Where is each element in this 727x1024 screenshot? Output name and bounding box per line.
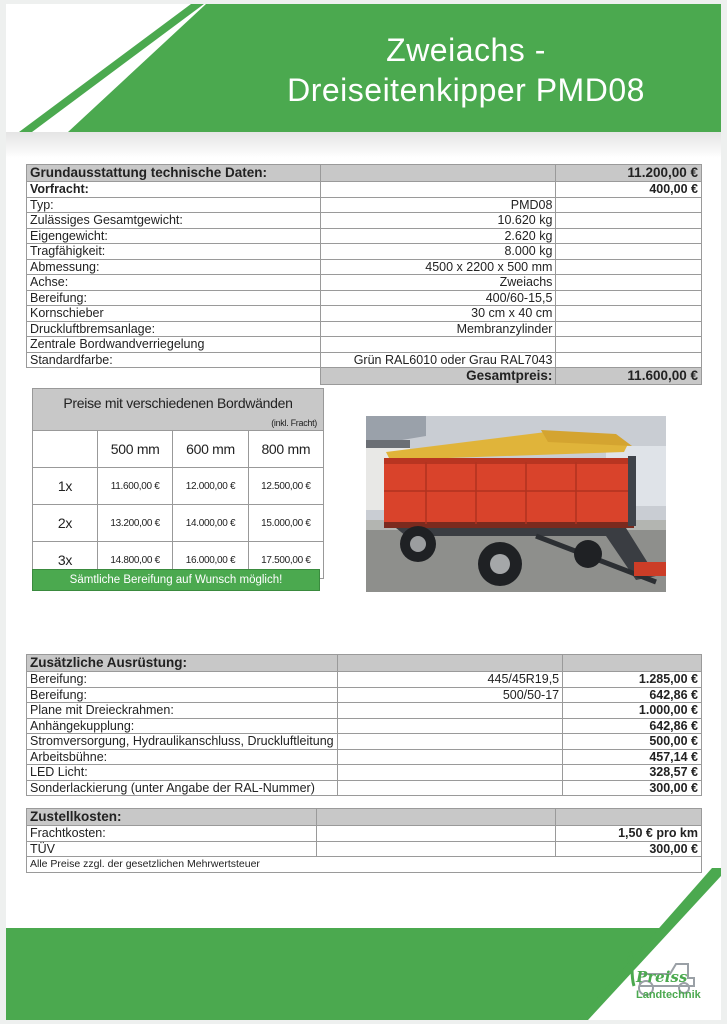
table-row [27,734,702,750]
price-cell: 17.500,00 € [248,542,323,579]
spec-value: PMD08 [320,197,556,213]
spec-table [26,164,702,385]
title-line-2: Dreiseitenkipper PMD08 [287,72,645,108]
preiss-landtechnik-logo [618,944,714,1010]
page-title [216,30,716,110]
spec-value: Zweiachs [320,275,556,291]
price-matrix-column-row [33,431,324,468]
table-row [27,826,702,842]
shipping-table [26,808,702,873]
logo-subtitle: Landtechnik [636,989,701,1001]
price-cell: 15.000,00 € [248,505,323,542]
base-price: 11.200,00 € [556,165,702,182]
spec-label: Abmessung: [27,259,321,275]
extra-label: Bereifung: [27,687,338,703]
spec-heading-row [27,165,702,182]
total-price: 11.600,00 € [556,368,702,385]
table-row [27,780,702,796]
total-row [27,368,702,385]
price-cell: 13.200,00 € [98,505,173,542]
spec-value: Grün RAL6010 oder Grau RAL7043 [320,352,556,368]
shipping-heading-row [27,809,702,826]
extra-detail [337,703,563,719]
table-row [27,352,702,368]
total-label: Gesamtpreis: [320,368,556,385]
spec-value: 10.620 kg [320,213,556,229]
shipping-label: Frachtkosten: [27,826,317,842]
table-row [27,337,702,353]
row-header: 2x [33,505,98,542]
table-row [27,765,702,781]
extra-price: 642,86 € [563,718,702,734]
price-matrix-header [33,389,324,431]
spec-value: Membranzylinder [320,321,556,337]
table-row [27,290,702,306]
table-row [27,703,702,719]
table-row [27,228,702,244]
extra-price: 642,86 € [563,687,702,703]
price-matrix [32,388,324,579]
row-header: 3x [33,542,98,579]
price-cell: 12.500,00 € [248,468,323,505]
spec-label: Druckluftbremsanlage: [27,321,321,337]
freight-label: Vorfracht: [27,182,321,198]
table-row [27,259,702,275]
spec-label: Kornschieber [27,306,321,322]
table-row [27,321,702,337]
extra-detail [337,734,563,750]
extra-price: 457,14 € [563,749,702,765]
extra-detail [337,749,563,765]
column-header: 500 mm [98,431,173,468]
shipping-price: 300,00 € [556,841,702,857]
table-row [27,718,702,734]
table-row [27,841,702,857]
spec-label: Eigengewicht: [27,228,321,244]
price-matrix-note: (inkl. Fracht) [271,418,317,428]
extra-label: Plane mit Dreieckrahmen: [27,703,338,719]
extra-detail [337,765,563,781]
shipping-price: 1,50 € pro km [556,826,702,842]
spec-label: Zulässiges Gesamtgewicht: [27,213,321,229]
spec-label: Tragfähigkeit: [27,244,321,260]
extra-label: Bereifung: [27,672,338,688]
extras-table [26,654,702,796]
price-matrix-title: Preise mit verschiedenen Bordwänden [63,395,293,411]
extra-label: Anhängekupplung: [27,718,338,734]
extra-label: Sonderlackierung (unter Angabe der RAL-Nummer) [27,780,338,796]
extra-label: Arbeitsbühne: [27,749,338,765]
spec-label: Standardfarbe: [27,352,321,368]
extra-price: 328,57 € [563,765,702,781]
extra-price: 1.000,00 € [563,703,702,719]
table-row [27,749,702,765]
spec-heading: Grundausstattung technische Daten: [27,165,321,182]
extra-label: Stromversorgung, Hydraulikanschluss, Druckluftleitung [27,734,338,750]
extra-detail: 445/45R19,5 [337,672,563,688]
spec-value: 30 cm x 40 cm [320,306,556,322]
spec-label: Typ: [27,197,321,213]
shipping-heading: Zustellkosten: [27,809,317,826]
header-shadow [6,132,721,158]
table-row [33,505,324,542]
table-row [27,306,702,322]
spec-value: 400/60-15,5 [320,290,556,306]
footer-accent-line [6,868,721,1020]
extra-detail [337,780,563,796]
extra-detail [337,718,563,734]
price-cell: 14.000,00 € [173,505,248,542]
extras-heading-row [27,655,702,672]
freight-row [27,182,702,198]
row-header: 1x [33,468,98,505]
spec-label: Bereifung: [27,290,321,306]
shipping-label: TÜV [27,841,317,857]
title-line-1: Zweiachs - [386,32,546,68]
table-row [33,468,324,505]
trailer-photo [366,416,666,592]
tyre-note-banner: Sämtliche Bereifung auf Wunsch möglich! [32,569,320,591]
spec-label: Achse: [27,275,321,291]
extra-detail: 500/50-17 [337,687,563,703]
price-cell: 12.000,00 € [173,468,248,505]
extra-label: LED Licht: [27,765,338,781]
price-cell: 11.600,00 € [98,468,173,505]
price-cell: 14.800,00 € [98,542,173,579]
spec-value: 8.000 kg [320,244,556,260]
column-header: 600 mm [173,431,248,468]
table-row [27,275,702,291]
spec-value: 4500 x 2200 x 500 mm [320,259,556,275]
table-row [27,244,702,260]
price-cell: 16.000,00 € [173,542,248,579]
logo-name: Preiss [636,968,688,986]
spec-value: 2.620 kg [320,228,556,244]
extra-price: 300,00 € [563,780,702,796]
table-row [27,672,702,688]
extras-heading: Zusätzliche Ausrüstung: [27,655,338,672]
extra-price: 500,00 € [563,734,702,750]
freight-price: 400,00 € [556,182,702,198]
table-row [27,687,702,703]
extra-price: 1.285,00 € [563,672,702,688]
spec-value [320,337,556,353]
price-sheet-page [6,4,721,1020]
vat-footnote: Alle Preise zzgl. der gesetzlichen Mehrwertsteuer [27,857,702,873]
table-row [27,197,702,213]
column-header: 800 mm [248,431,323,468]
table-row [27,213,702,229]
spec-label: Zentrale Bordwandverriegelung [27,337,321,353]
